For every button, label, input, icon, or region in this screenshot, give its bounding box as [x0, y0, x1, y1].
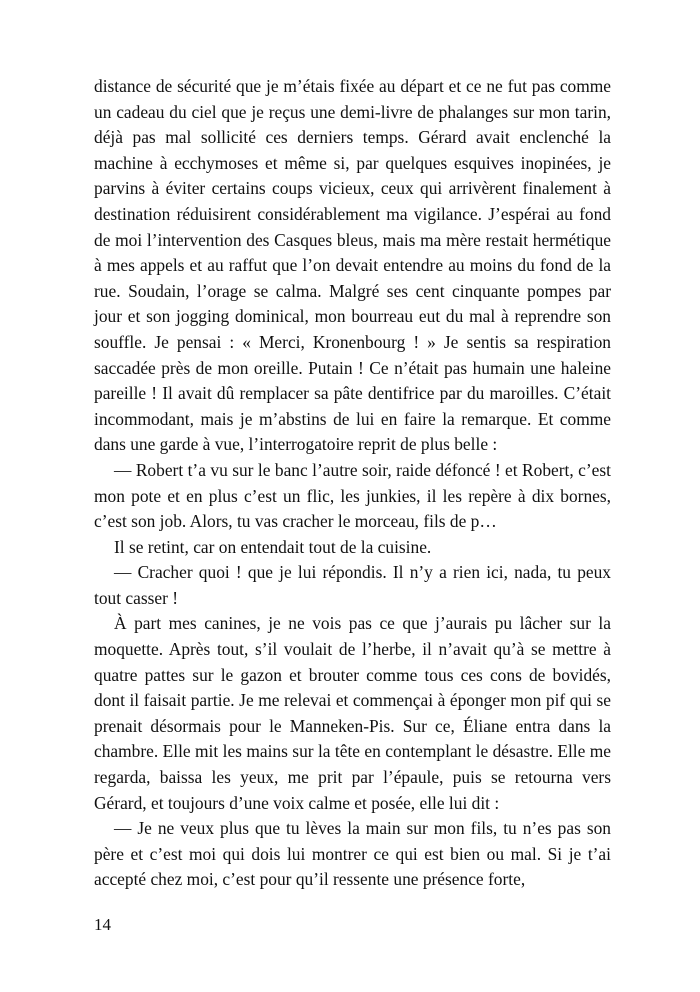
paragraph-4: — Cracher quoi ! que je lui répondis. Il n’y a rien ici, nada, tu peux tout casser ! [94, 562, 611, 608]
page-body [94, 74, 611, 893]
paragraph-2: — Robert t’a vu sur le banc l’autre soir, raide défoncé ! et Robert, c’est mon pote et en plus c’est un flic, les junkies, il les repère à dix bornes, c’est son job. Alors, tu vas cracher le morceau, fils de p… [94, 459, 611, 532]
paragraph-1: distance de sécurité que je m’étais fixée au départ et ce ne fut pas comme un cadeau du ciel que je reçus une demi-livre de phalanges sur mon tarin, déjà pas mal sollicité ces derniers temps. Gérard avait enclenché la machine à ecchymoses et même si, par quelques esquives inopinées, je parvins à éviter certains coups vicieux, ceux qui arrivèrent finalement à destination réduisirent considérablement ma vigilance. J’espérai au fond de moi l’intervention des Casques bleus, mais ma mère restait hermétique à mes appels et au raffut que l’on devait entendre au moins du fond de la rue. Soudain, l’orage se calma. Malgré ses cent cinquante pompes par jour et son jogging dominical, mon bourreau eut du mal à reprendre son souffle. Je pensai : « Merci, Kronenbourg ! » Je sentis sa respiration saccadée près de mon oreille. Putain ! Ce n’était pas humain une haleine pareille ! Il avait dû remplacer sa pâte dentifrice par du maroilles. C’était incommodant, mais je m’abstins de lui en faire la remarque. Et comme dans une garde à vue, l’interrogatoire reprit de plus belle : [94, 76, 611, 455]
page-number: 14 [94, 915, 111, 934]
paragraph-3: Il se retint, car on entendait tout de la cuisine. [114, 536, 432, 557]
paragraph-6: — Je ne veux plus que tu lèves la main sur mon fils, tu n’es pas son père et c’est moi qui dois lui montrer ce qui est bien ou mal. Si je t’ai accepté chez moi, c’est pour qu’il ressente une présence forte, [94, 818, 611, 890]
paragraph-5: À part mes canines, je ne vois pas ce que j’aurais pu lâcher sur la moquette. Après tout, s’il voulait de l’herbe, il n’avait qu’à se mettre à quatre pattes sur le gazon et brouter comme tous ces cons de bovidés, dont il faisait partie. Je me relevai et commençai à éponger mon pif qui se prenait désormais pour le Manneken-Pis. Sur ce, Éliane entra dans la chambre. Elle mit les mains sur la tête en contemplant le désastre. Elle me regarda, baissa les yeux, me prit par l’épaule, puis se retourna vers Gérard, et toujours d’une voix calme et posée, elle lui dit : [94, 613, 611, 813]
